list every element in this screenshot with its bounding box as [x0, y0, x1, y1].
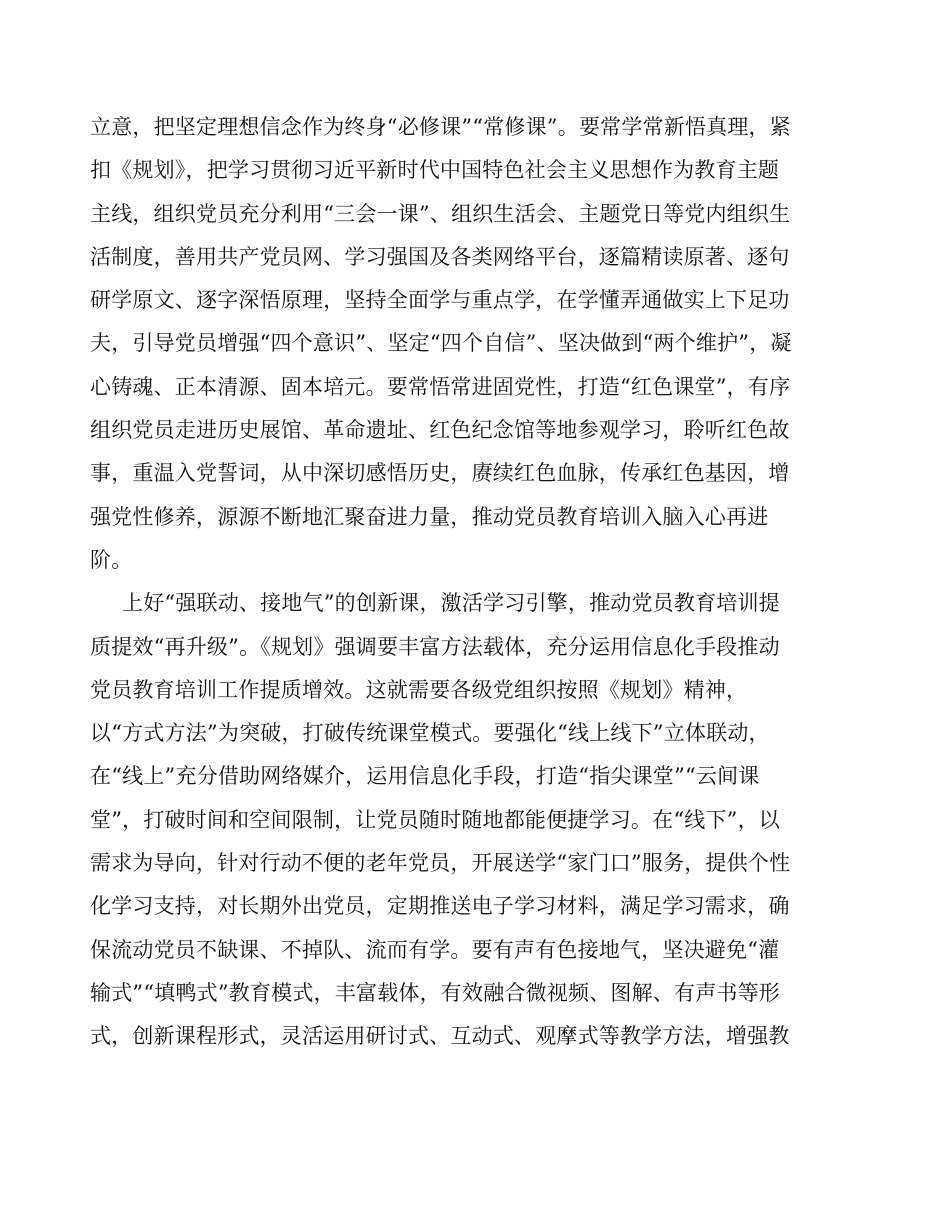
paragraph-line: 事，重温入党誓词，从中深切感悟历史，赓续红色血脉，传承红色基因，增 [90, 461, 790, 486]
paragraph-line: 在“线上”充分借助网络媒介，运用信息化手段，打造“指尖课堂”“云间课 [90, 764, 760, 789]
paragraph-line: 组织党员走进历史展馆、革命遗址、红色纪念馆等地参观学习，聆听红色故 [90, 418, 790, 443]
paragraph-line: 党员教育培训工作提质增效。这就需要各级党组织按照《规划》精神， [90, 677, 748, 702]
paragraph-line: 强党性修养，源源不断地汇聚奋进力量，推动党员教育培训入脑入心再进 [90, 504, 769, 529]
paragraph-line: 需求为导向，针对行动不便的老年党员，开展送学“家门口”服务，提供个性 [90, 851, 791, 876]
paragraph-line: 扣《规划》，把学习贯彻习近平新时代中国特色社会主义思想作为教育主题 [90, 158, 780, 183]
paragraph-line: 阶。 [90, 547, 133, 572]
paragraph-line: 心铸魂、正本清源、固本培元。要常悟常进固党性，打造“红色课堂”，有序 [90, 374, 791, 399]
paragraph-line: 研学原文、逐字深悟原理，坚持全面学与重点学，在学懂弄通做实上下足功 [90, 288, 790, 313]
paragraph-1 [90, 106, 810, 582]
paragraph-line: 以“方式方法”为突破，打破传统课堂模式。要强化“线上线下”立体联动， [90, 721, 770, 746]
paragraph-line: 堂”，打破时间和空间限制，让党员随时随地都能便捷学习。在“线下”，以 [90, 807, 781, 832]
paragraph-line: 保流动党员不缺课、不掉队、流而有学。要有声有色接地气，坚决避免“灌 [90, 937, 780, 962]
paragraph-line: 质提效“再升级”。《规划》强调要丰富方法载体，充分运用信息化手段推动 [90, 634, 780, 659]
paragraph-line: 活制度，善用共产党员网、学习强国及各类网络平台，逐篇精读原著、逐句 [90, 244, 790, 269]
paragraph-line: 输式”“填鸭式”教育模式，丰富载体，有效融合微视频、图解、有声书等形 [90, 980, 781, 1005]
paragraph-line: 上好“强联动、接地气”的创新课，激活学习引擎，推动党员教育培训提 [122, 591, 780, 616]
document-body [90, 106, 810, 1059]
paragraph-line: 立意，把坚定理想信念作为终身“必修课”“常修课”。要常学常新悟真理，紧 [90, 115, 791, 139]
paragraph-line: 式，创新课程形式，灵活运用研讨式、互动式、观摩式等教学方法，增强教 [90, 1024, 790, 1049]
paragraph-line: 主线，组织党员充分利用“三会一课”、组织生活会、主题党日等党内组织生 [90, 201, 791, 226]
paragraph-line: 化学习支持，对长期外出党员，定期推送电子学习材料，满足学习需求，确 [90, 894, 790, 919]
paragraph-2 [90, 582, 810, 1058]
paragraph-line: 夫，引导党员增强“四个意识”、坚定“四个自信”、坚决做到“两个维护”，凝 [90, 331, 792, 356]
